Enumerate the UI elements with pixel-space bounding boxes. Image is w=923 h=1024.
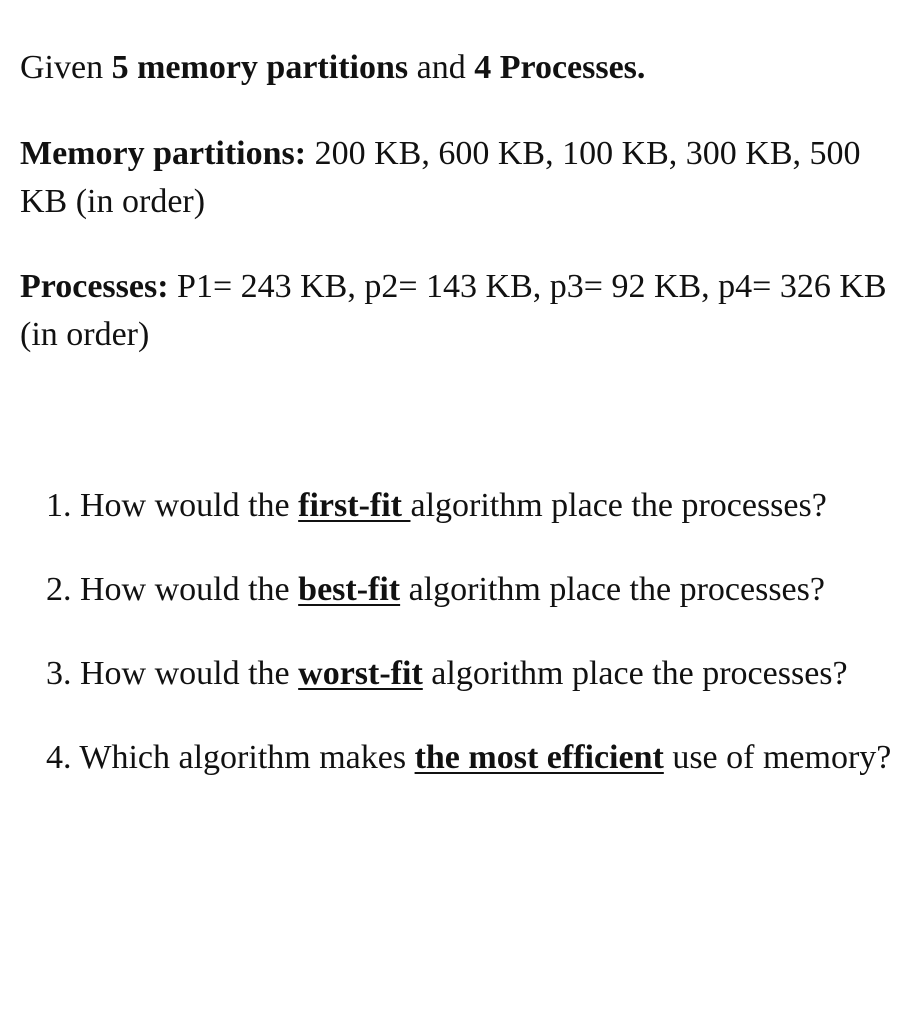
question-text-post: algorithm place the processes? xyxy=(422,655,848,692)
processes-label: Processes: xyxy=(20,268,169,305)
processes-values: P1= 243 KB, p2= 143 KB, p3= 92 KB, p4= 326 KB (in order) xyxy=(20,268,887,353)
process-count: 4 Processes. xyxy=(474,49,646,86)
processes-paragraph xyxy=(20,263,900,359)
question-1 xyxy=(20,482,900,530)
question-2 xyxy=(20,566,900,614)
question-number: 4. xyxy=(46,739,80,776)
question-text-pre: How would the xyxy=(80,487,299,524)
question-text-post: use of memory? xyxy=(663,739,892,776)
intro-line xyxy=(20,44,900,92)
question-text-post: algorithm place the processes? xyxy=(410,487,827,524)
memory-partitions-paragraph xyxy=(20,130,900,226)
question-4 xyxy=(20,734,900,782)
question-3 xyxy=(20,650,900,698)
document-page xyxy=(20,44,900,818)
question-text-pre: How would the xyxy=(80,655,299,692)
spacer xyxy=(20,396,900,482)
efficiency-keyword: the most efficient xyxy=(414,739,664,776)
algorithm-keyword: worst-fit xyxy=(298,655,423,692)
question-number: 2. xyxy=(46,571,80,608)
algorithm-keyword: first-fit xyxy=(298,487,411,524)
algorithm-keyword: best-fit xyxy=(298,571,401,608)
question-text-post: algorithm place the processes? xyxy=(400,571,825,608)
question-text-pre: Which algorithm makes xyxy=(79,739,415,776)
intro-text-1: Given xyxy=(20,49,112,86)
intro-text-2: and xyxy=(408,49,475,86)
question-number: 3. xyxy=(46,655,80,692)
memory-partitions-values: 200 KB, 600 KB, 100 KB, 300 KB, 500 KB (in order) xyxy=(20,135,861,220)
memory-partitions-label: Memory partitions: xyxy=(20,135,307,172)
question-text-pre: How would the xyxy=(80,571,299,608)
partition-count: 5 memory partitions xyxy=(111,49,409,86)
question-number: 1. xyxy=(46,487,80,524)
